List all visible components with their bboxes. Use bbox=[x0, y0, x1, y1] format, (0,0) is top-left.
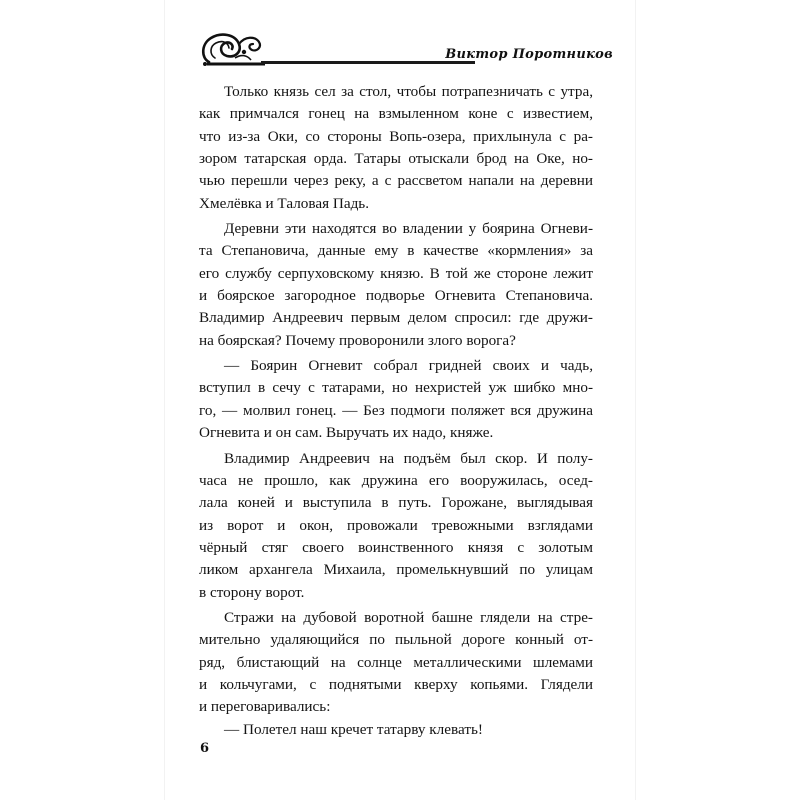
text-line: Хмелёвка и Таловая Падь. bbox=[199, 194, 370, 212]
text-line: в сторону ворот. bbox=[199, 583, 305, 601]
text-line: и кольчугами, с поднятыми кверху копьями. Глядели bbox=[199, 675, 593, 693]
text-line: его службу серпуховскому князю. В той же стороне лежит bbox=[199, 264, 593, 282]
text-line: из ворот и окон, провожали тревожными взглядами bbox=[199, 516, 593, 534]
running-header-author: Виктор Поротников bbox=[445, 47, 613, 62]
text-line: на боярская? Почему проворонили злого ворога? bbox=[199, 331, 516, 349]
text-line: вступил в сечу с татарами, но нехристей уж шибко мно- bbox=[199, 379, 593, 397]
text-line: — Боярин Огневит собрал гридней своих и чадь, bbox=[224, 357, 593, 375]
body-text bbox=[199, 81, 593, 741]
running-header bbox=[165, 28, 635, 78]
text-line: ряд, блистающий на солнце металлическими шлемами bbox=[199, 653, 593, 671]
page-number: 6 bbox=[200, 741, 210, 756]
ornament-icon bbox=[199, 28, 269, 68]
text-line: Деревни эти находятся во владении у боярина Огневи- bbox=[224, 220, 593, 238]
text-line: чёрный стяг своего воинственного князя с золотым bbox=[199, 538, 593, 556]
book-page bbox=[165, 0, 635, 800]
text-line: чью перешли через реку, а с рассветом напали на деревни bbox=[199, 172, 593, 190]
header-rule bbox=[261, 61, 475, 64]
text-line: что из-за Оки, со стороны Вопь-озера, прихлынула с ра- bbox=[199, 127, 593, 145]
text-line: Владимир Андреевич на подъём был скор. И полу- bbox=[224, 449, 593, 467]
text-line: Только князь сел за стол, чтобы потрапезничать с утра, bbox=[224, 83, 593, 100]
text-line: часа не прошло, как дружина его вооружилась, осед- bbox=[199, 471, 593, 489]
text-line: лала коней и выступила в путь. Горожане, выглядывая bbox=[199, 494, 593, 512]
text-line: — Полетел наш кречет татарву клевать! bbox=[224, 720, 483, 738]
text-line: Огневита и он сам. Выручать их надо, княже. bbox=[199, 424, 494, 442]
text-line: го, — молвил гонец. — Без подмоги поляжет вся дружина bbox=[199, 401, 593, 419]
text-line: ликом архангела Михаила, промелькнувший по улицам bbox=[199, 561, 593, 579]
text-line: Владимир Андреевич первым делом спросил: где дружи- bbox=[199, 309, 593, 327]
text-line: зором татарская орда. Татары отыскали брод на Оке, но- bbox=[199, 150, 593, 168]
text-line: как примчался гонец на взмыленном коне с известием, bbox=[199, 105, 593, 123]
text-line: та Степановича, данные ему в качестве «кормления» за bbox=[199, 242, 593, 260]
text-line: и боярское загородное подворье Огневита Степановича. bbox=[199, 287, 593, 305]
text-line: мительно удаляющийся по пыльной дороге конный от- bbox=[199, 631, 593, 649]
text-line: Стражи на дубовой воротной башне глядели на стре- bbox=[224, 608, 593, 626]
text-line: и переговаривались: bbox=[199, 698, 331, 716]
